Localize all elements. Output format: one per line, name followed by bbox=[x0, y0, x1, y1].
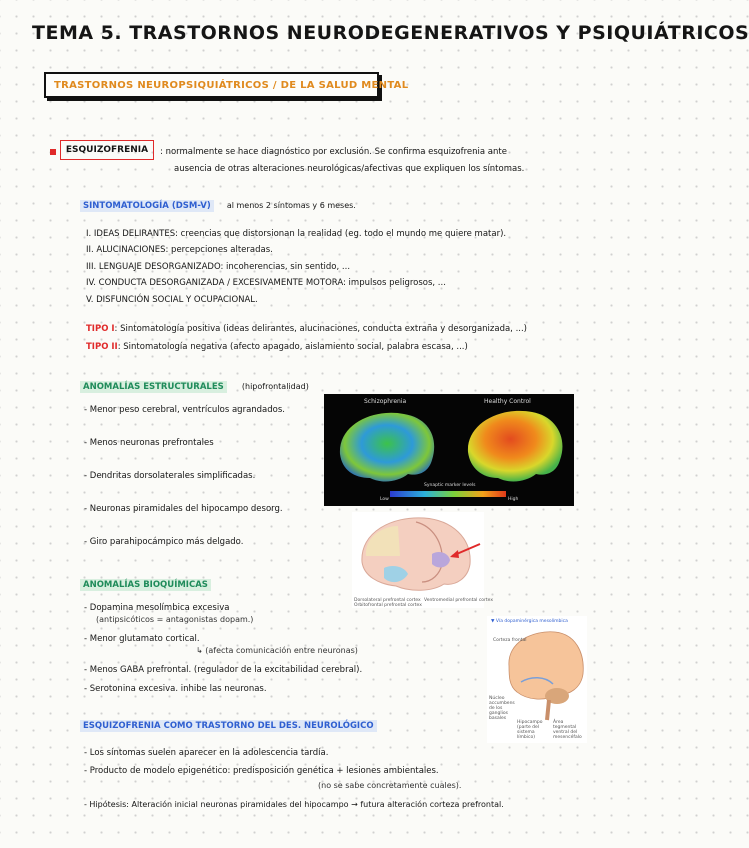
esquizofrenia-definition bbox=[160, 144, 590, 178]
tipo2-text: : Sintomatología negativa (afecto apagado, aislamiento social, palabra escasa, ...) bbox=[117, 342, 468, 352]
anatomy-label-1: Dorsolateral prefrontal cortex bbox=[354, 598, 421, 603]
scale-low-label: Low bbox=[380, 497, 389, 502]
estructurales-note: (hipofrontalidad) bbox=[241, 382, 309, 391]
symptom-item-2: II. ALUCINACIONES: percepciones alteradas. bbox=[86, 245, 273, 255]
bioquimica-item-4: - Serotonina excesiva. inhibe las neuronas. bbox=[84, 684, 267, 694]
tipo1-label: TIPO I bbox=[86, 324, 115, 334]
bioquimica-item-1: - Dopamina mesolímbica excesiva bbox=[84, 603, 230, 613]
definition-line-2: ausencia de otras alteraciones neurológicas/afectivas que expliquen los síntomas. bbox=[174, 164, 525, 174]
estructural-item-5: - Giro parahipocámpico más delgado. bbox=[84, 537, 244, 547]
bioquimica-item-1-note: (antipsicóticos = antagonistas dopam.) bbox=[96, 615, 254, 624]
dopamine-label-1: Corteza frontal bbox=[493, 638, 527, 643]
desarrollo-item-2-note: (no se sabe concretamente cuales). bbox=[318, 781, 462, 790]
tipo1-text: : Sintomatología positiva (ideas delirantes, alucinaciones, conducta extraña y desorganizada, ...) bbox=[114, 324, 528, 334]
prefrontal-anatomy-graphic bbox=[352, 512, 484, 608]
prefrontal-anatomy-image bbox=[352, 512, 494, 608]
dopamine-label-3: Hipocampo (parte del sistema límbico) bbox=[517, 720, 543, 740]
brain-comparison-image bbox=[324, 394, 574, 506]
desarrollo-heading: ESQUIZOFRENIA COMO TRASTORNO DEL DES. NEUROLÓGICO bbox=[80, 720, 377, 732]
scale-label: Synaptic marker levels bbox=[424, 483, 476, 488]
bioquimica-item-2-note: ↳ (afecta comunicación entre neuronas) bbox=[196, 646, 358, 655]
estructural-item-4: - Neuronas piramidales del hipocampo desorg. bbox=[84, 504, 283, 514]
tipo1-row bbox=[86, 324, 527, 334]
estructural-item-3: - Dendritas dorsolaterales simplificadas. bbox=[84, 471, 256, 481]
desarrollo-item-2: - Producto de modelo epigenético: predisposición genética + lesiones ambientales. bbox=[84, 766, 439, 776]
symptom-item-4: IV. CONDUCTA DESORGANIZADA / EXCESIVAMENTE MOTORA: impulsos peligrosos, ... bbox=[86, 278, 446, 288]
section-subtitle-box bbox=[44, 72, 409, 98]
anatomy-label-3: Ventromedial prefrontal cortex bbox=[424, 598, 494, 603]
symptom-item-1: I. IDEAS DELIRANTES: creencias que distorsionan la realidad (eg. todo el mundo me quiere matar). bbox=[86, 229, 507, 239]
bioquimicas-heading-row bbox=[80, 572, 211, 591]
definition-line-1: : normalmente se hace diagnóstico por exclusión. Se confirma esquizofrenia ante bbox=[160, 147, 507, 157]
estructural-item-2: - Menos neuronas prefrontales bbox=[84, 438, 214, 448]
esquizofrenia-label: ESQUIZOFRENIA bbox=[60, 140, 154, 160]
bioquimica-item-3: - Menos GABA prefrontal. (regulador de la excitabilidad cerebral). bbox=[84, 665, 363, 675]
brain-heatmap-graphic bbox=[324, 394, 574, 506]
dopamine-caption: ▼ Vía dopaminérgica mesolímbica bbox=[491, 619, 568, 624]
tipo2-row bbox=[86, 342, 468, 352]
page-title: TEMA 5. TRASTORNOS NEURODEGENERATIVOS Y PSIQUIÁTRICOS bbox=[32, 22, 749, 44]
anatomy-label-2: Orbitofrontal prefrontal cortex bbox=[354, 603, 422, 608]
estructurales-heading: ANOMALÍAS ESTRUCTURALES bbox=[80, 381, 227, 393]
bioquimica-item-2: - Menor glutamato cortical. bbox=[84, 634, 200, 644]
bioquimicas-heading: ANOMALÍAS BIOQUÍMICAS bbox=[80, 579, 211, 591]
estructural-item-1: - Menor peso cerebral, ventrículos agrandados. bbox=[84, 405, 285, 415]
estructurales-heading-row bbox=[80, 374, 309, 393]
dopamine-label-4: Área tegmental ventral del mesencéfalo bbox=[553, 720, 582, 740]
symptom-item-3: III. LENGUAJE DESORGANIZADO: incoherencias, sin sentido, ... bbox=[86, 262, 351, 272]
sintomatologia-heading: SINTOMATOLOGÍA (DSM-V) bbox=[80, 200, 214, 212]
bullet-square-icon bbox=[50, 149, 56, 155]
sintomatologia-heading-row bbox=[80, 193, 356, 212]
brain-label-right: Healthy Control bbox=[484, 398, 531, 405]
desarrollo-item-1: - Los síntomas suelen aparecer en la adolescencia tardía. bbox=[84, 748, 329, 758]
scale-high-label: High bbox=[508, 497, 519, 502]
section-subtitle: TRASTORNOS NEUROPSIQUIÁTRICOS / DE LA SALUD MENTAL bbox=[54, 79, 409, 91]
desarrollo-heading-row bbox=[80, 713, 377, 732]
sintomatologia-note: al menos 2 síntomas y 6 meses. bbox=[226, 201, 356, 210]
dopamine-pathway-image bbox=[487, 616, 587, 743]
desarrollo-item-3: - Hipótesis: Alteración inicial neuronas piramidales del hipocampo → futura alteración corteza prefrontal. bbox=[84, 800, 504, 809]
symptom-item-5: V. DISFUNCIÓN SOCIAL Y OCUPACIONAL. bbox=[86, 295, 258, 305]
brain-label-left: Schizophrenia bbox=[364, 398, 407, 405]
tipo2-label: TIPO II bbox=[86, 342, 118, 352]
dopamine-label-2: Núcleo accumbens de los ganglios basales bbox=[489, 696, 515, 721]
